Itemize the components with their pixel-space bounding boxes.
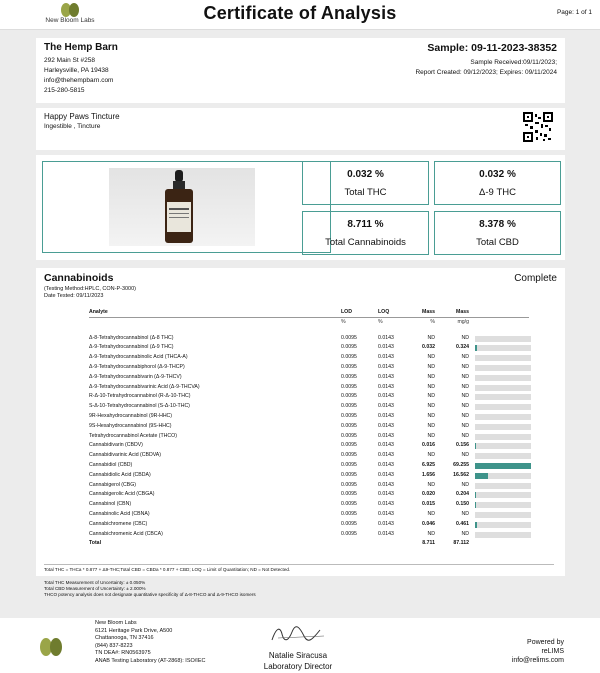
footer xyxy=(0,618,600,673)
concentration-bar-fill xyxy=(475,463,531,469)
table-body xyxy=(89,334,529,540)
product-card xyxy=(36,108,565,150)
total-cannabinoids-box xyxy=(302,211,429,255)
loq-cell: 0.0143 xyxy=(378,354,394,361)
lod-cell: 0.0095 xyxy=(341,481,357,488)
lod-cell: 0.0095 xyxy=(341,501,357,508)
table-row xyxy=(89,461,529,471)
lod-cell: 0.0095 xyxy=(341,373,357,380)
mg-cell: 0.150 xyxy=(456,501,469,508)
analyte-cell: Cannabichromene (CBC) xyxy=(89,520,148,527)
analyte-table xyxy=(89,308,529,549)
concentration-bar xyxy=(475,512,531,518)
lod-cell: 0.0095 xyxy=(341,412,357,419)
analyte-cell: Δ-9-Tetrahydrocannabiphorol (Δ-9-THCP) xyxy=(89,363,185,370)
total-mass: 8.711 xyxy=(422,540,435,547)
lab-address xyxy=(95,620,205,666)
loq-cell: 0.0143 xyxy=(378,373,394,380)
uncertainty-thc: Total THC Measurement of Uncertainty: ± 0.050% xyxy=(44,580,146,585)
lod-cell: 0.0095 xyxy=(341,354,357,361)
total-cannabinoids-value: 8.711 % xyxy=(347,219,384,230)
section-title: Cannabinoids xyxy=(44,272,114,284)
unit-mass: % xyxy=(430,318,435,325)
header-loq: LOQ xyxy=(378,309,390,315)
lod-cell: 0.0095 xyxy=(341,403,357,410)
testing-method: (Testing Method:HPLC, CON-P-3000) xyxy=(44,286,137,292)
loq-cell: 0.0143 xyxy=(378,481,394,488)
concentration-bar xyxy=(475,375,531,381)
table-row xyxy=(89,392,529,402)
header-lod: LOD xyxy=(341,309,352,315)
analyte-cell: Cannabidivarinic Acid (CBDVA) xyxy=(89,452,161,459)
table-row xyxy=(89,422,529,432)
table-row xyxy=(89,510,529,520)
analyte-cell: Cannabinolic Acid (CBNA) xyxy=(89,510,150,517)
lod-cell: 0.0095 xyxy=(341,530,357,537)
total-thc-value: 0.032 % xyxy=(347,169,384,180)
sample-received: Sample Received:09/11/2023; xyxy=(470,59,557,66)
mg-cell: ND xyxy=(461,412,469,419)
report-dates: Report Created: 09/12/2023; Expires: 09/11/2024 xyxy=(415,69,557,76)
relims-email[interactable]: info@relims.com xyxy=(511,657,564,664)
loq-cell: 0.0143 xyxy=(378,432,394,439)
lod-cell: 0.0095 xyxy=(341,393,357,400)
total-thc-box xyxy=(302,161,429,205)
mass-cell: ND xyxy=(427,510,435,517)
concentration-bar-fill xyxy=(475,522,477,528)
tincture-bottle-icon xyxy=(109,168,255,246)
mass-cell: 0.016 xyxy=(422,442,435,449)
analyte-cell: 9S-Hexahydrocannabinol (9S-HHC) xyxy=(89,422,172,429)
table-row xyxy=(89,520,529,530)
mass-cell: ND xyxy=(427,422,435,429)
mg-cell: 0.461 xyxy=(456,520,469,527)
mass-cell: 1.656 xyxy=(422,471,435,478)
concentration-bar-fill xyxy=(475,502,476,508)
lod-cell: 0.0095 xyxy=(341,471,357,478)
header-mass: Mass xyxy=(422,309,435,315)
mass-cell: ND xyxy=(427,530,435,537)
mass-cell: 0.032 xyxy=(422,344,435,351)
thco-note: THCO potency analysis does not designate quantitative specificity of Δ-8-THCO and Δ-9-THCO isomers xyxy=(44,592,256,597)
mg-cell: ND xyxy=(461,363,469,370)
total-mg: 87.112 xyxy=(453,540,469,547)
concentration-bar xyxy=(475,483,531,489)
page-title: Certificate of Analysis xyxy=(203,3,397,23)
page-number: Page: 1 of 1 xyxy=(556,9,592,16)
mass-cell: ND xyxy=(427,432,435,439)
lod-cell: 0.0095 xyxy=(341,344,357,351)
footer-address2: Chattanooga, TN 37416 xyxy=(95,635,154,642)
table-row xyxy=(89,412,529,422)
footer-phone: (844) 837-8223 xyxy=(95,642,133,649)
mg-cell: ND xyxy=(461,383,469,390)
lod-cell: 0.0095 xyxy=(341,363,357,370)
concentration-bar xyxy=(475,453,531,459)
signature-block xyxy=(248,624,348,671)
analyte-cell: Cannabidiolic Acid (CBDA) xyxy=(89,471,151,478)
table-units xyxy=(89,318,529,328)
mass-cell: ND xyxy=(427,481,435,488)
mg-cell: 0.204 xyxy=(456,491,469,498)
product-image-box xyxy=(42,161,331,253)
concentration-bar xyxy=(475,463,531,469)
analyte-cell: 9R-Hexahydrocannabinol (9R-HHC) xyxy=(89,412,173,419)
cannabinoids-card xyxy=(36,268,565,597)
d9-thc-label: Δ-9 THC xyxy=(479,187,516,198)
mg-cell: ND xyxy=(461,354,469,361)
summary-card xyxy=(36,155,565,260)
mg-cell: ND xyxy=(461,530,469,537)
analyte-cell: Cannabidivarin (CBDV) xyxy=(89,442,143,449)
concentration-bar xyxy=(475,492,531,498)
analyte-cell: Cannabigerol (CBG) xyxy=(89,481,136,488)
client-email: info@thehempbarn.com xyxy=(44,77,114,84)
mg-cell: ND xyxy=(461,510,469,517)
concentration-bar-fill xyxy=(475,443,476,449)
mg-cell: ND xyxy=(461,393,469,400)
mg-cell: ND xyxy=(461,432,469,439)
mass-cell: 0.020 xyxy=(422,491,435,498)
sample-info xyxy=(415,42,557,78)
analyte-cell: Δ-9-Tetrahydrocannabivarin (Δ-9-THCV) xyxy=(89,373,182,380)
loq-cell: 0.0143 xyxy=(378,461,394,468)
concentration-bar-fill xyxy=(475,345,477,351)
concentration-bar xyxy=(475,345,531,351)
analyte-cell: Cannabigerolic Acid (CBGA) xyxy=(89,491,155,498)
table-row xyxy=(89,432,529,442)
total-cannabinoids-label: Total Cannabinoids xyxy=(325,237,406,248)
table-row xyxy=(89,343,529,353)
mg-cell: ND xyxy=(461,481,469,488)
concentration-bar xyxy=(475,502,531,508)
table-row xyxy=(89,500,529,510)
mass-cell: ND xyxy=(427,334,435,341)
total-cbd-label: Total CBD xyxy=(476,237,519,248)
table-row xyxy=(89,402,529,412)
client-address2: Harleysville, PA 19438 xyxy=(44,67,109,74)
header-analyte: Analyte xyxy=(89,309,108,315)
status-badge: Complete xyxy=(514,273,557,284)
total-cbd-value: 8.378 % xyxy=(479,219,516,230)
concentration-bar xyxy=(475,355,531,361)
concentration-bar xyxy=(475,424,531,430)
lod-cell: 0.0095 xyxy=(341,383,357,390)
table-row xyxy=(89,353,529,363)
table-total-row xyxy=(89,539,529,549)
loq-cell: 0.0143 xyxy=(378,412,394,419)
client-card xyxy=(36,38,565,103)
analyte-cell: Δ-9-Tetrahydrocannabinolic Acid (THCA-A) xyxy=(89,354,188,361)
footnote: Total THC = THCa * 0.877 + Δ9-THC;Total CBD = CBDa * 0.877 + CBD; LOQ = Limit of Quantitation; ND = Not Detected. xyxy=(44,564,554,572)
loq-cell: 0.0143 xyxy=(378,452,394,459)
header xyxy=(0,0,600,30)
mass-cell: ND xyxy=(427,412,435,419)
lod-cell: 0.0095 xyxy=(341,520,357,527)
unit-lod: % xyxy=(341,318,346,325)
analyte-cell: Cannabinol (CBN) xyxy=(89,501,132,508)
loq-cell: 0.0143 xyxy=(378,471,394,478)
lod-cell: 0.0095 xyxy=(341,461,357,468)
table-row xyxy=(89,451,529,461)
product-name: Happy Paws Tincture xyxy=(44,112,120,121)
table-row xyxy=(89,334,529,344)
mg-cell: 0.156 xyxy=(456,442,469,449)
table-row xyxy=(89,490,529,500)
lod-cell: 0.0095 xyxy=(341,491,357,498)
footer-leaf-icon xyxy=(38,638,64,656)
signature-icon xyxy=(258,624,338,644)
client-phone: 215-280-5815 xyxy=(44,87,85,94)
table-row xyxy=(89,530,529,540)
mass-cell: 0.015 xyxy=(422,501,435,508)
loq-cell: 0.0143 xyxy=(378,403,394,410)
loq-cell: 0.0143 xyxy=(378,363,394,370)
lod-cell: 0.0095 xyxy=(341,422,357,429)
concentration-bar xyxy=(475,365,531,371)
total-label: Total xyxy=(89,540,102,547)
table-row xyxy=(89,383,529,393)
loq-cell: 0.0143 xyxy=(378,442,394,449)
concentration-bar xyxy=(475,473,531,479)
unit-loq: % xyxy=(378,318,383,325)
loq-cell: 0.0143 xyxy=(378,510,394,517)
concentration-bar xyxy=(475,404,531,410)
analyte-cell: S-Δ-10-Tetrahydrocannabinol (S-Δ-10-THC) xyxy=(89,403,190,410)
loq-cell: 0.0143 xyxy=(378,334,394,341)
d9-thc-box xyxy=(434,161,561,205)
analyte-cell: Cannabidiol (CBD) xyxy=(89,461,133,468)
signer-title: Laboratory Director xyxy=(263,662,333,671)
mass-cell: ND xyxy=(427,354,435,361)
signer-name: Natalie Siracusa xyxy=(268,651,328,660)
qr-code-icon[interactable] xyxy=(523,112,553,142)
d9-thc-value: 0.032 % xyxy=(479,169,516,180)
table-header xyxy=(89,308,529,318)
mass-cell: ND xyxy=(427,403,435,410)
analyte-cell: Tetrahydrocannabinol Acetate (THCO) xyxy=(89,432,177,439)
loq-cell: 0.0143 xyxy=(378,520,394,527)
product-photo xyxy=(109,168,255,246)
lod-cell: 0.0095 xyxy=(341,442,357,449)
analyte-cell: R-Δ-10-Tetrahydrocannabinol (R-Δ-10-THC) xyxy=(89,393,191,400)
mass-cell: 0.046 xyxy=(422,520,435,527)
mass-cell: ND xyxy=(427,383,435,390)
date-tested: Date Tested: 09/11/2023 xyxy=(44,293,104,299)
header-mass-mg: Mass xyxy=(456,309,469,315)
relims-name: reLIMS xyxy=(541,648,564,655)
loq-cell: 0.0143 xyxy=(378,530,394,537)
mass-cell: ND xyxy=(427,393,435,400)
powered-by xyxy=(512,638,564,665)
mass-cell: ND xyxy=(427,363,435,370)
mg-cell: 16.562 xyxy=(453,471,469,478)
loq-cell: 0.0143 xyxy=(378,491,394,498)
concentration-bar-fill xyxy=(475,492,476,498)
table-row xyxy=(89,481,529,491)
concentration-bar xyxy=(475,394,531,400)
analyte-cell: Cannabichromenic Acid (CBCA) xyxy=(89,530,163,537)
loq-cell: 0.0143 xyxy=(378,344,394,351)
powered-by-label: Powered by xyxy=(527,639,564,646)
loq-cell: 0.0143 xyxy=(378,422,394,429)
unit-mg: mg/g xyxy=(457,318,469,325)
mg-cell: 69.255 xyxy=(453,461,469,468)
concentration-bar xyxy=(475,522,531,528)
lod-cell: 0.0095 xyxy=(341,334,357,341)
analyte-cell: Δ-8-Tetrahydrocannabinol (Δ-8 THC) xyxy=(89,334,174,341)
analyte-cell: Δ-9-Tetrahydrocannabivarinic Acid (Δ-9-THCVA) xyxy=(89,383,200,390)
lab-name: New Bloom Labs xyxy=(45,17,95,24)
uncertainty-cbd: Total CBD Measurement of Uncertainty: ± 2.000% xyxy=(44,586,146,591)
sample-id: Sample: 09-11-2023-38352 xyxy=(427,42,557,54)
mg-cell: ND xyxy=(461,452,469,459)
mg-cell: 0.324 xyxy=(456,344,469,351)
total-thc-label: Total THC xyxy=(344,187,387,198)
table-row xyxy=(89,441,529,451)
client-name: The Hemp Barn xyxy=(44,42,118,53)
uncertainty-notes xyxy=(44,580,256,598)
concentration-bar xyxy=(475,385,531,391)
lod-cell: 0.0095 xyxy=(341,510,357,517)
loq-cell: 0.0143 xyxy=(378,383,394,390)
analyte-cell: Δ-9-Tetrahydrocannabinol (Δ-9 THC) xyxy=(89,344,174,351)
mass-cell: ND xyxy=(427,452,435,459)
product-type: Ingestible , Tincture xyxy=(44,123,101,130)
footer-lab-name: New Bloom Labs xyxy=(95,620,137,626)
concentration-bar xyxy=(475,336,531,342)
lod-cell: 0.0095 xyxy=(341,432,357,439)
footer-anab: ANAB Testing Laboratory (AT-2868): ISO/IEC xyxy=(95,657,206,664)
client-address1: 292 Main St #258 xyxy=(44,57,95,64)
concentration-bar xyxy=(475,443,531,449)
mass-cell: 6.925 xyxy=(422,461,435,468)
mg-cell: ND xyxy=(461,373,469,380)
loq-cell: 0.0143 xyxy=(378,501,394,508)
concentration-bar xyxy=(475,532,531,538)
total-cbd-box xyxy=(434,211,561,255)
footer-dea: TN DEA#: RN0563975 xyxy=(95,650,151,657)
lod-cell: 0.0095 xyxy=(341,452,357,459)
concentration-bar xyxy=(475,434,531,440)
concentration-bar xyxy=(475,414,531,420)
mg-cell: ND xyxy=(461,422,469,429)
loq-cell: 0.0143 xyxy=(378,393,394,400)
table-row xyxy=(89,471,529,481)
mg-cell: ND xyxy=(461,334,469,341)
mg-cell: ND xyxy=(461,403,469,410)
mass-cell: ND xyxy=(427,373,435,380)
concentration-bar-fill xyxy=(475,473,488,479)
table-row xyxy=(89,373,529,383)
footer-address1: 6121 Heritage Park Drive, A500 xyxy=(95,627,173,634)
table-row xyxy=(89,363,529,373)
